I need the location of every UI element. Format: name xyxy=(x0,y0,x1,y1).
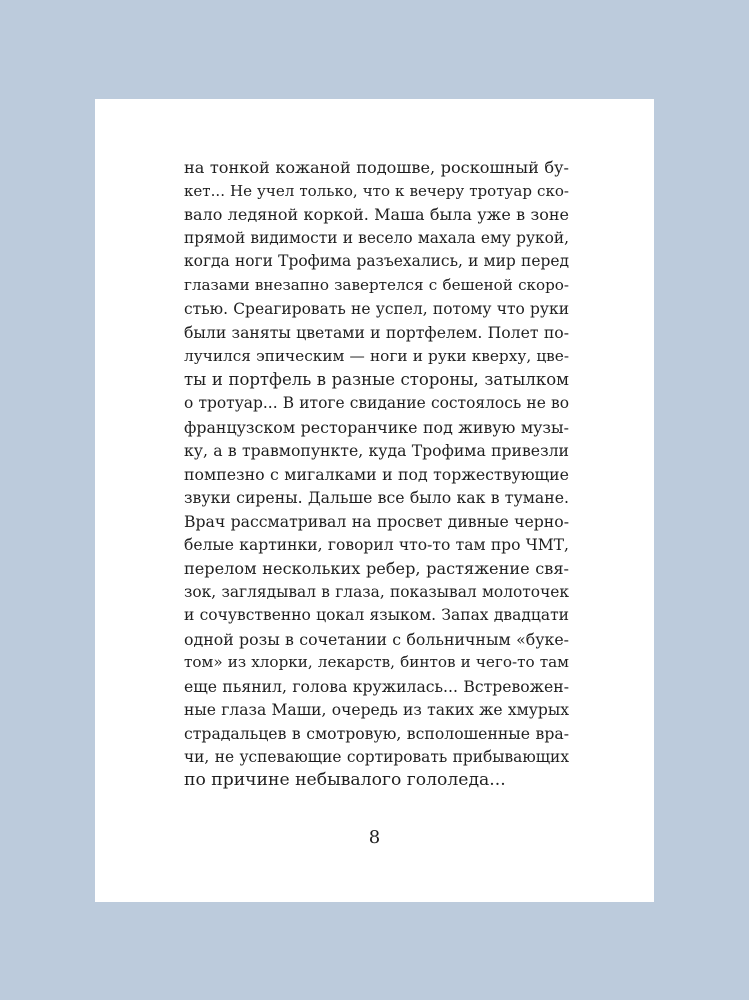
text-line: помпезно с мигалками и под торжествующие xyxy=(184,464,569,484)
text-line: ные глаза Маши, очередь из таких же хмурых xyxy=(184,700,569,719)
text-line: страдальцев в смотровую, всполошенные вра- xyxy=(184,724,569,744)
text-line: прямой видимости и весело махала ему рукой, xyxy=(184,228,569,247)
text-line: белые картинки, говорил что-то там про ЧМТ, xyxy=(184,535,569,554)
text-line: на тонкой кожаной подошве, роскошный бу- xyxy=(184,158,569,177)
text-line: французском ресторанчике под живую музы- xyxy=(184,417,569,437)
text-line: лучился эпическим — ноги и руки кверху, цве- xyxy=(184,346,569,365)
text-line: ты и портфель в разные стороны, затылком xyxy=(184,370,569,390)
text-line: о тротуар... В итоге свидание состоялось не во xyxy=(184,393,569,412)
text-line: перелом нескольких ребер, растяжение свя- xyxy=(184,559,569,579)
text-line: стью. Среагировать не успел, потому что руки xyxy=(184,299,569,318)
text-line: зок, заглядывал в глаза, показывал молоточек xyxy=(184,582,569,601)
text-line: том» из хлорки, лекарств, бинтов и чего-то там xyxy=(184,653,569,672)
text-line: Врач рассматривал на просвет дивные черно- xyxy=(184,511,569,531)
text-line: когда ноги Трофима разъехались, и мир перед xyxy=(184,252,569,271)
book-page xyxy=(95,99,654,902)
body-text xyxy=(184,156,569,793)
text-line: были заняты цветами и портфелем. Полет по- xyxy=(184,323,569,343)
text-line: кет... Не учел только, что к вечеру тротуар ско- xyxy=(184,181,569,200)
text-line: глазами внезапно завертелся с бешеной скоро- xyxy=(184,275,569,294)
text-line: еще пьянил, голова кружилась... Встревожен- xyxy=(184,677,569,697)
text-line: вало ледяной коркой. Маша была уже в зоне xyxy=(184,205,569,225)
text-line: чи, не успевающие сортировать прибывающих xyxy=(184,747,569,766)
text-line: по причине небывалого гололеда... xyxy=(184,770,506,791)
text-line: и сочувственно цокал языком. Запах двадцати xyxy=(184,606,569,625)
page-number: 8 xyxy=(368,827,381,848)
text-line: ку, а в травмопункте, куда Трофима привезли xyxy=(184,441,569,461)
text-line: одной розы в сочетании с больничным «буке- xyxy=(184,629,569,649)
text-line: звуки сирены. Дальше все было как в тумане. xyxy=(184,488,569,508)
